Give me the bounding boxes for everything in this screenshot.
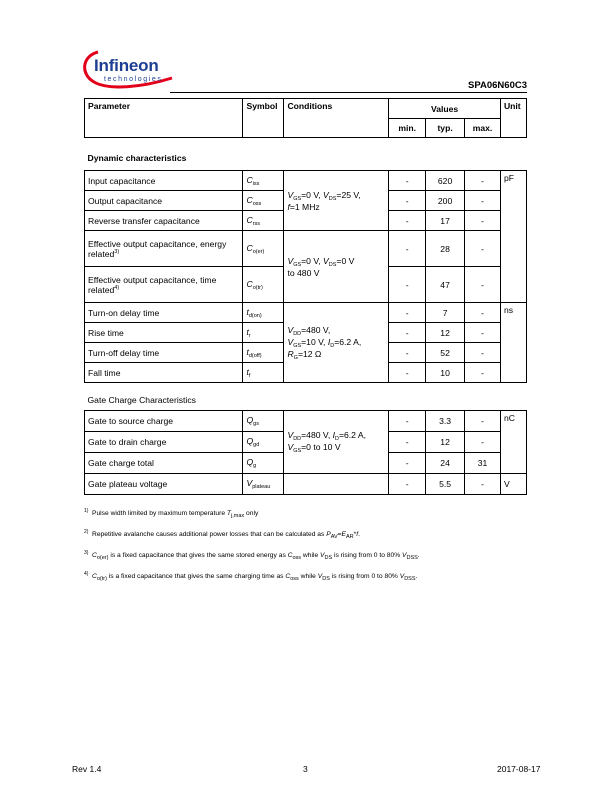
header-conditions: Conditions <box>284 99 389 138</box>
param-cell: Input capacitance <box>85 171 243 191</box>
header-max: max. <box>465 119 501 138</box>
table-row <box>85 474 527 495</box>
typ-cell: 12 <box>426 323 465 343</box>
footnote-3: 3) $C_{o(er)}$ is a fixed capacitance that gives the same stored energy as $C_{oss}$ while $V_{DS}$ is rising from 0 to 80% $V_{DSS}$. <box>84 550 420 561</box>
header-symbol: Symbol <box>243 99 284 138</box>
typ-cell: 5.5 <box>426 474 465 495</box>
param-cell: Gate plateau voltage <box>85 474 243 495</box>
symbol-cell: $t_{d(off)}$ <box>243 343 284 363</box>
param-cell: Output capacitance <box>85 191 243 211</box>
min-cell: - <box>389 411 426 432</box>
min-cell: - <box>389 323 426 343</box>
header-typ: typ. <box>426 119 465 138</box>
unit-cell: pF <box>500 171 526 303</box>
min-cell: - <box>389 363 426 383</box>
min-cell: - <box>389 231 426 267</box>
typ-cell: 200 <box>426 191 465 211</box>
min-cell: - <box>389 267 426 303</box>
max-cell: - <box>465 171 501 191</box>
footnote-1: 1) Pulse width limited by maximum temperature $T_{j,max}$ only <box>84 508 259 519</box>
param-cell: Gate charge total <box>85 453 243 474</box>
header-parameter: Parameter <box>85 99 243 138</box>
table-row <box>85 411 527 432</box>
header-values: Values <box>389 99 501 119</box>
param-cell: Reverse transfer capacitance <box>85 211 243 231</box>
max-cell: - <box>465 432 501 453</box>
typ-cell: 3.3 <box>426 411 465 432</box>
symbol-cell: $C_{oss}$ <box>243 191 284 211</box>
symbol-cell: $Q_{gd}$ <box>243 432 284 453</box>
max-cell: - <box>465 411 501 432</box>
symbol-cell: $C_{o(tr)}$ <box>243 267 284 303</box>
max-cell: - <box>465 211 501 231</box>
max-cell: - <box>465 191 501 211</box>
footer-date: 2017-08-17 <box>497 764 541 774</box>
min-cell: - <box>389 343 426 363</box>
param-cell: Effective output capacitance, time related$^{4)}$ <box>85 267 243 303</box>
header-unit: Unit <box>500 99 526 138</box>
typ-cell: 47 <box>426 267 465 303</box>
conditions-cell <box>284 474 389 495</box>
min-cell: - <box>389 171 426 191</box>
typ-cell: 24 <box>426 453 465 474</box>
typ-cell: 52 <box>426 343 465 363</box>
max-cell: - <box>465 323 501 343</box>
conditions-cell: $V_{DD}=480$ V, $V_{GS}=10$ V, $I_D=6.2$ A, $R_G=12$ Ω <box>284 303 389 383</box>
table-row <box>85 171 527 191</box>
conditions-cell: $V_{DD}=480$ V, $I_D=6.2$ A, $V_{GS}=0$ to 10 V <box>284 411 389 474</box>
typ-cell: 10 <box>426 363 465 383</box>
logo-wordmark: Infineon <box>94 56 159 75</box>
unit-cell: ns <box>500 303 526 383</box>
param-cell: Effective output capacitance, energy related$^{3)}$ <box>85 231 243 267</box>
symbol-cell: $Q_g$ <box>243 453 284 474</box>
max-cell: - <box>465 363 501 383</box>
param-cell: Turn-on delay time <box>85 303 243 323</box>
min-cell: - <box>389 432 426 453</box>
max-cell: - <box>465 303 501 323</box>
param-cell: Fall time <box>85 363 243 383</box>
table-row <box>85 231 527 267</box>
param-cell: Gate to source charge <box>85 411 243 432</box>
table-row <box>85 303 527 323</box>
symbol-cell: $C_{o(er)}$ <box>243 231 284 267</box>
symbol-cell: $Q_{gs}$ <box>243 411 284 432</box>
max-cell: - <box>465 343 501 363</box>
min-cell: - <box>389 474 426 495</box>
symbol-cell: $C_{iss}$ <box>243 171 284 191</box>
min-cell: - <box>389 453 426 474</box>
unit-cell: V <box>500 474 526 495</box>
max-cell: - <box>465 474 501 495</box>
max-cell: 31 <box>465 453 501 474</box>
infineon-logo <box>80 48 180 98</box>
dynamic-characteristics-table <box>84 98 527 495</box>
footer-page-number: 3 <box>303 764 308 774</box>
part-number: SPA06N60C3 <box>468 80 527 91</box>
footnote-4: 4) $C_{o(tr)}$ is a fixed capacitance that gives the same charging time as $C_{oss}$ while $V_{DS}$ is rising from 0 to 80% $V_{DSS}$. <box>84 571 418 582</box>
max-cell: - <box>465 231 501 267</box>
symbol-cell: $t_{d(on)}$ <box>243 303 284 323</box>
conditions-cell: $V_{GS}=0$ V, $V_{DS}=0$ V to 480 V <box>284 231 389 303</box>
typ-cell: 28 <box>426 231 465 267</box>
min-cell: - <box>389 211 426 231</box>
logo-subtitle: technologies <box>104 76 163 83</box>
typ-cell: 17 <box>426 211 465 231</box>
max-cell: - <box>465 267 501 303</box>
symbol-cell: $t_r$ <box>243 323 284 343</box>
symbol-cell: $V_{plateau}$ <box>243 474 284 495</box>
min-cell: - <box>389 191 426 211</box>
section-title-dynamic: Dynamic characteristics <box>85 147 527 171</box>
section-title-gate: Gate Charge Characteristics <box>85 391 527 411</box>
footnotes <box>84 510 534 594</box>
typ-cell: 12 <box>426 432 465 453</box>
typ-cell: 7 <box>426 303 465 323</box>
unit-cell: nC <box>500 411 526 474</box>
param-cell: Gate to drain charge <box>85 432 243 453</box>
min-cell: - <box>389 303 426 323</box>
param-cell: Turn-off delay time <box>85 343 243 363</box>
symbol-cell: $t_f$ <box>243 363 284 383</box>
typ-cell: 620 <box>426 171 465 191</box>
footer-revision: Rev 1.4 <box>72 764 102 774</box>
header-min: min. <box>389 119 426 138</box>
header-rule <box>170 92 527 93</box>
conditions-cell: $V_{GS}=0$ V, $V_{DS}=25$ V, f=1 MHz <box>284 171 389 231</box>
footnote-2: 2) Repetitive avalanche causes additional power losses that can be calculated as $P_{AV}=E_{AR}*f$. <box>84 529 360 540</box>
symbol-cell: $C_{rss}$ <box>243 211 284 231</box>
param-cell: Rise time <box>85 323 243 343</box>
